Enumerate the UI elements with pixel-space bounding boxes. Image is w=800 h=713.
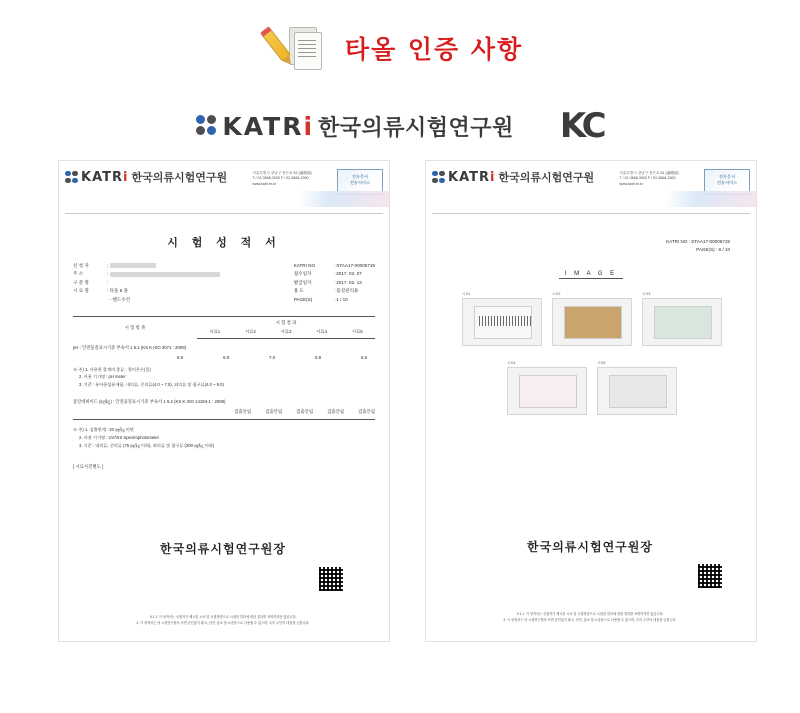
- meta-label: PAGE(S): [696, 247, 715, 253]
- test-value: 검출안됨: [234, 409, 252, 415]
- katri-wordmark: KATRi: [81, 169, 129, 185]
- meta-value: : STAA17-00006719: [688, 239, 730, 244]
- test-values-row: [59, 352, 389, 360]
- column-header-sample: 시료3: [268, 329, 304, 339]
- meta-label: 주 소: [73, 271, 84, 277]
- note-line: 3. 기준 : 유아용섬유제품, 내의류, 중의류(4.0 ~ 7.5), 외의류 및 침구류(4.0 ~ 9.0): [79, 382, 224, 388]
- meta-value: : 품질관리용: [333, 288, 359, 294]
- photo-caption: 시료2: [552, 291, 561, 296]
- katri-wordmark: KATRi: [448, 169, 496, 185]
- meta-label: 구 분 명: [73, 279, 89, 285]
- results-table: [73, 316, 375, 339]
- brand-row: [0, 104, 800, 148]
- meta-value: : 1 / 10: [333, 296, 348, 302]
- photo-cell: [597, 360, 675, 415]
- photo-row: [446, 360, 736, 415]
- katri-korean-name: 한국의류시험연구원: [318, 115, 514, 141]
- letterhead-address: 서울특별시 강남구 봉은로 51 (論峴洞) T / 02-3668-3000 F / 02-3668-2900 www.katri.re.kr: [619, 171, 679, 186]
- sample-photo-grid: [426, 277, 756, 415]
- test-value: 검출안됨: [296, 409, 314, 415]
- letterhead-right: [426, 161, 756, 211]
- katri-korean-name: 한국의류시험연구원: [131, 171, 228, 184]
- photo-caption: 시료1: [462, 291, 471, 296]
- test-value: 6.5: [360, 354, 368, 360]
- katri-korean-name: 한국의류시험연구원: [498, 171, 595, 184]
- issuer-title: 한국의류시험연구원장: [527, 540, 653, 554]
- photo-cell: [507, 360, 585, 415]
- meta-label: 신 청 자: [73, 263, 89, 268]
- meta-value: - 핸드수건: [109, 296, 131, 302]
- note-line: ※ 주) 1. 검출한계 : 20 ㎎/㎏ 미만: [73, 427, 134, 433]
- fine-print-line: 2. 이 성적서는 당 시험연구원의 서면 승인없이 광고, 선전, 홍보 및 소송용으로 사용할 수 없으며, 특히 무단의 내용을 금합니다.: [136, 621, 310, 626]
- katri-logo-small-right: [432, 169, 594, 185]
- column-header-sample: 시료2: [233, 329, 269, 339]
- test-name: 폼알데하이드 (㎎/㎏) : 안전품질표시기준 부속서 1 5.2 (KS K ISO 14184-1 : 2009): [73, 399, 226, 405]
- test-notes: [59, 360, 389, 389]
- qr-code-right: [697, 563, 723, 589]
- meta-label: PAGE(S): [293, 296, 313, 302]
- katri-squares-icon: [432, 171, 445, 184]
- test-value: 검출안됨: [265, 409, 283, 415]
- letterhead-address: 서울특별시 강남구 봉은로 51 (論峴洞) T / 02-3668-3000 F / 02-3668-2900 www.katri.re.kr: [252, 171, 312, 186]
- meta-value: 타올 5 종: [109, 288, 128, 294]
- fine-print-line: ※1 1. 이 성적서는 신청자가 제시한 시료 및 시험방법으로 시험한 결과에 대한 결과를 표명하지만 않습니다.: [516, 612, 664, 616]
- electronic-document-stamp: 전자문서 전송서비스: [704, 169, 750, 195]
- footer-left: [58, 540, 388, 557]
- page-title: 타올 인증 사항: [344, 35, 524, 64]
- test-value: 검출안됨: [327, 409, 345, 415]
- report-meta-left: 신 청 자 : 주 소 : 구 분 명 : 시 료 명 : 타올 5 종 - 핸드수건: [73, 262, 220, 304]
- column-header-sample: 시료1: [197, 329, 233, 339]
- column-header-sample: 시료4: [304, 329, 340, 339]
- test-value: 7.0: [268, 354, 276, 360]
- meta-label: 시 료 명: [73, 288, 89, 294]
- redacted-value: [110, 272, 220, 277]
- column-header-result: 시 험 결 과: [197, 317, 375, 330]
- sample-photo-note: [ 시료사진별도 ]: [73, 463, 104, 469]
- meta-value: : 2017. 02. 07: [333, 271, 362, 277]
- meta-label: KATRI NO: [666, 239, 688, 244]
- note-line: 3. 기준 : 내의류, 중의류 (75 ㎎/㎏ 이하), 외의류 및 침구류 (300 ㎎/㎏ 이하): [79, 442, 215, 448]
- test-value: 검출안됨: [358, 409, 375, 415]
- photo-caption: 시료4: [507, 360, 516, 365]
- katri-logo-small-left: [65, 169, 227, 185]
- katri-logo-large: [196, 111, 513, 142]
- note-line: 2. 사용 기기명 : pH meter: [79, 374, 126, 380]
- footer-right: [425, 538, 755, 555]
- photo-caption: 시료5: [597, 360, 606, 365]
- photo-row: [446, 291, 736, 346]
- report-meta-right: [294, 262, 375, 304]
- electronic-document-stamp: 전자문서 전송서비스: [337, 169, 383, 195]
- issuer-title: 한국의류시험연구원장: [160, 542, 286, 556]
- qr-code-left: [318, 566, 344, 592]
- fine-print-line: 2. 이 성적서는 당 시험연구원의 서면 승인없이 광고, 선전, 홍보 및 소송용으로 사용할 수 없으며, 특히 무단의 내용을 금합니다.: [503, 618, 677, 623]
- test-value: 6.9: [176, 354, 184, 360]
- test-values-row: [59, 405, 389, 415]
- column-header-sample: 시료5: [339, 329, 375, 339]
- sample-photo: [462, 298, 542, 346]
- document-pencil-icon: [277, 24, 331, 72]
- meta-label: 용 도: [293, 288, 304, 294]
- letterhead-left: [59, 161, 389, 211]
- meta-label: 발급일자: [293, 279, 312, 285]
- sample-photo: [552, 298, 632, 346]
- letterhead-swoosh: [606, 191, 756, 207]
- redacted-value: [110, 263, 156, 268]
- photo-caption: 시료3: [642, 291, 651, 296]
- report-title: 시 험 성 적 서: [167, 236, 281, 249]
- test-notes: [59, 420, 389, 449]
- page-header: [0, 18, 800, 78]
- column-header-item: 시 험 항 목: [73, 317, 197, 339]
- photo-cell: [642, 291, 720, 346]
- sample-photo: [642, 298, 722, 346]
- letterhead-swoosh: [239, 191, 389, 207]
- meta-label: KATRI NO: [293, 263, 316, 268]
- note-line: 2. 사용 기기명 : UV/VIS Spectrophotometer: [79, 435, 160, 441]
- report-meta: [59, 262, 389, 304]
- sample-photo: [507, 367, 587, 415]
- image-section-heading: I M A G E: [426, 271, 756, 277]
- note-line: ※ 주) 1. 사용한 물계의 종류 : 혈이온수(물): [73, 366, 151, 372]
- meta-value: : STAA17-00006719: [333, 263, 375, 268]
- katri-squares-icon: [196, 115, 218, 137]
- test-value: 6.8: [314, 354, 322, 360]
- photo-cell: [462, 291, 540, 346]
- report-meta-right-page: [426, 214, 756, 255]
- katri-wordmark: KATRi: [222, 111, 315, 141]
- meta-value: : 2017. 02. 13: [333, 279, 362, 285]
- fine-print-line: ※1 1. 이 성적서는 신청자가 제시한 시료 및 시험방법으로 시험한 결과에 대한 결과를 표명하지만 않습니다.: [149, 615, 297, 619]
- test-value: 6.8: [222, 354, 230, 360]
- fine-print-right: [425, 611, 755, 623]
- fine-print-left: [58, 614, 388, 626]
- photo-cell: [552, 291, 630, 346]
- letterhead-divider: [65, 213, 383, 214]
- test-name: pH : 안전품질표시기준 부속서 1 5.1 (KS K ISO 3071 : 2009): [73, 345, 187, 351]
- sample-photo: [597, 367, 677, 415]
- meta-value: : 8 / 10: [715, 247, 730, 253]
- meta-label: 접수일자: [293, 271, 312, 277]
- katri-squares-icon: [65, 171, 78, 184]
- kc-certification-mark: KC: [559, 106, 604, 146]
